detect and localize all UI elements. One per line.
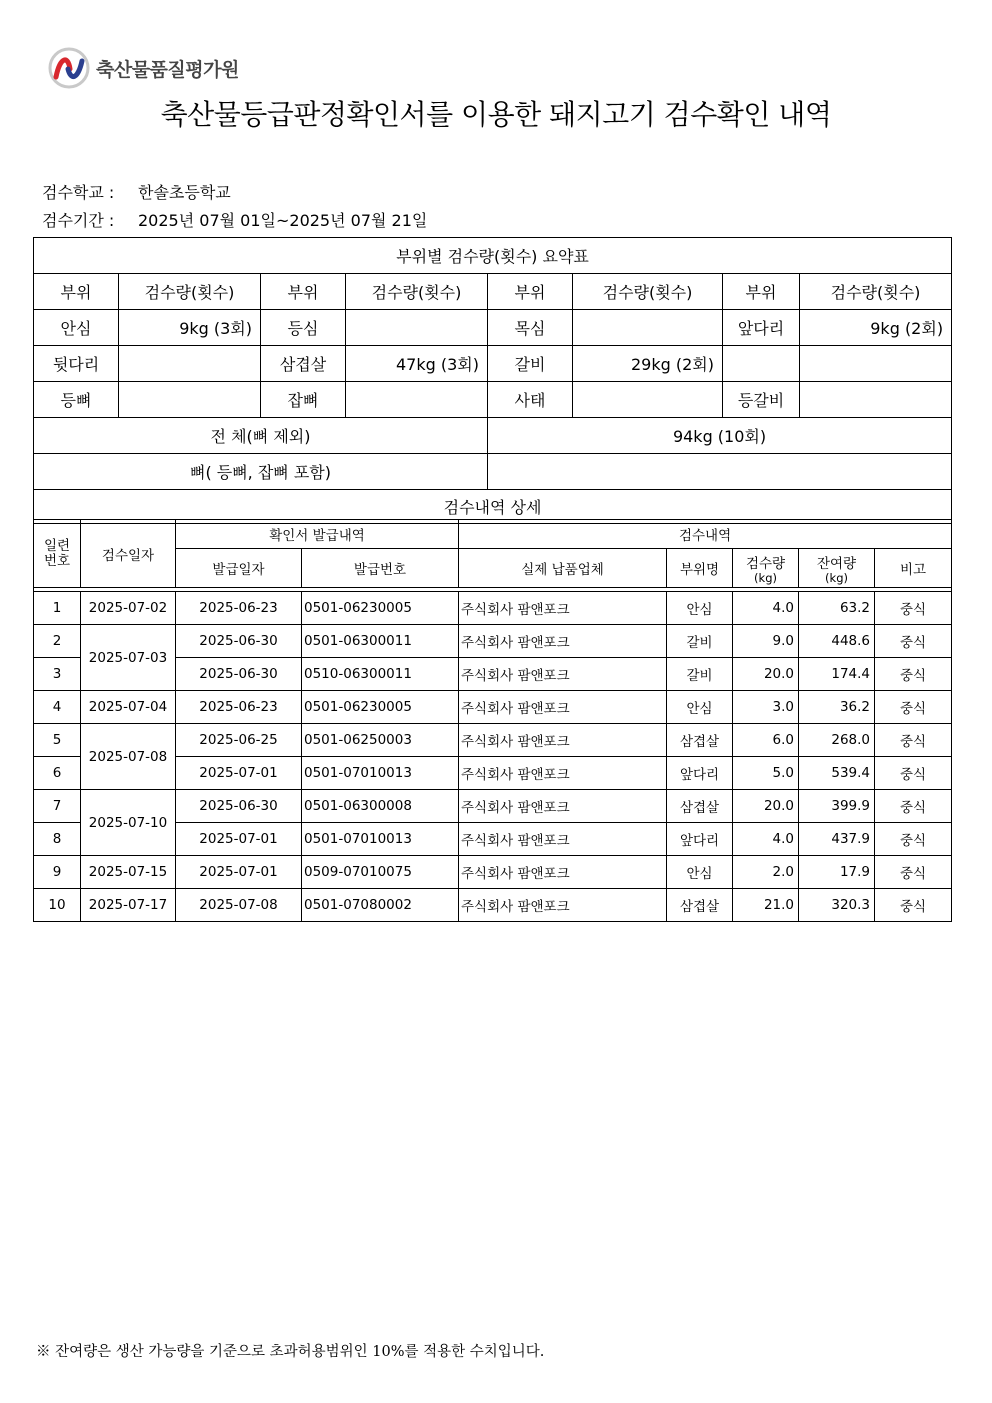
document-title: 축산물등급판정확인서를 이용한 돼지고기 검수확인 내역 <box>160 98 832 131</box>
footnote: ※ 잔여량은 생산 가능량을 기준으로 초과허용범위인 10%를 적용한 수치입니다. <box>36 1344 545 1360</box>
row-note: 중식 <box>875 658 952 691</box>
row-issue-date: 2025-07-01 <box>176 856 302 889</box>
row-note: 중식 <box>875 625 952 658</box>
summary-part: 삼겹살 <box>261 346 346 382</box>
row-remain: 174.4 <box>799 658 875 691</box>
summary-col-part: 부위 <box>34 274 119 310</box>
row-issue-date: 2025-06-30 <box>176 658 302 691</box>
row-qty: 20.0 <box>733 790 799 823</box>
detail-col-qty-unit: (kg) <box>754 571 777 585</box>
row-issue-no: 0509-07010075 <box>302 856 459 889</box>
row-part: 삼겹살 <box>667 724 733 757</box>
row-issue-no: 0501-07010013 <box>302 757 459 790</box>
row-supplier: 주식회사 팜앤포크 <box>459 592 667 625</box>
row-part: 앞다리 <box>667 823 733 856</box>
summary-amount <box>573 382 723 418</box>
row-issue-date: 2025-06-23 <box>176 592 302 625</box>
row-issue-no: 0501-07080002 <box>302 889 459 922</box>
org-name: 축산물품질평가원 <box>96 58 239 81</box>
detail-col-part: 부위명 <box>667 549 733 588</box>
summary-part: 앞다리 <box>723 310 800 346</box>
detail-col-remain <box>799 549 875 588</box>
summary-amount: 9kg (3회) <box>119 310 261 346</box>
row-date: 2025-07-10 <box>81 790 176 856</box>
row-part: 삼겹살 <box>667 790 733 823</box>
summary-amount <box>119 382 261 418</box>
row-qty: 5.0 <box>733 757 799 790</box>
row-seq: 6 <box>34 757 81 790</box>
row-qty: 2.0 <box>733 856 799 889</box>
row-note: 중식 <box>875 823 952 856</box>
row-issue-date: 2025-06-30 <box>176 625 302 658</box>
row-part: 안심 <box>667 691 733 724</box>
detail-col-qty-label: 검수량 <box>745 556 786 572</box>
org-logo <box>48 48 239 88</box>
row-seq: 8 <box>34 823 81 856</box>
detail-col-remain-label: 잔여량 <box>816 556 857 572</box>
summary-part: 목심 <box>488 310 573 346</box>
row-qty: 4.0 <box>733 823 799 856</box>
row-part: 갈비 <box>667 625 733 658</box>
row-part: 안심 <box>667 592 733 625</box>
summary-amount <box>346 310 488 346</box>
detail-col-seq: 일련 번호 <box>34 520 81 588</box>
detail-col-issue-date: 발급일자 <box>176 549 302 588</box>
summary-part: 등뼈 <box>34 382 119 418</box>
summary-amount: 47kg (3회) <box>346 346 488 382</box>
summary-amount <box>346 382 488 418</box>
row-issue-date: 2025-07-08 <box>176 889 302 922</box>
row-issue-no: 0510-06300011 <box>302 658 459 691</box>
summary-amount <box>573 310 723 346</box>
table-row <box>34 592 952 625</box>
table-row <box>34 691 952 724</box>
summary-col-amount: 검수량(횟수) <box>346 274 488 310</box>
row-seq: 10 <box>34 889 81 922</box>
summary-bone-label: 뼈( 등뼈, 잡뼈 포함) <box>34 454 488 490</box>
period-value: 2025년 07월 01일~2025년 07월 21일 <box>138 211 428 230</box>
school-line <box>42 180 231 203</box>
row-date: 2025-07-15 <box>81 856 176 889</box>
row-seq: 2 <box>34 625 81 658</box>
detail-col-inspect-group: 검수내역 <box>459 520 952 549</box>
row-supplier: 주식회사 팜앤포크 <box>459 790 667 823</box>
summary-col-amount: 검수량(횟수) <box>573 274 723 310</box>
row-note: 중식 <box>875 724 952 757</box>
row-remain: 539.4 <box>799 757 875 790</box>
row-date: 2025-07-08 <box>81 724 176 790</box>
row-qty: 9.0 <box>733 625 799 658</box>
detail-col-qty <box>733 549 799 588</box>
summary-part <box>723 346 800 382</box>
detail-title: 검수내역 상세 <box>34 490 952 524</box>
summary-part: 갈비 <box>488 346 573 382</box>
school-value: 한솔초등학교 <box>138 183 231 202</box>
row-remain: 437.9 <box>799 823 875 856</box>
row-date: 2025-07-17 <box>81 889 176 922</box>
row-part: 갈비 <box>667 658 733 691</box>
row-supplier: 주식회사 팜앤포크 <box>459 658 667 691</box>
row-note: 중식 <box>875 592 952 625</box>
row-seq: 9 <box>34 856 81 889</box>
row-issue-date: 2025-06-25 <box>176 724 302 757</box>
row-issue-date: 2025-06-30 <box>176 790 302 823</box>
row-note: 중식 <box>875 757 952 790</box>
row-supplier: 주식회사 팜앤포크 <box>459 823 667 856</box>
row-part: 앞다리 <box>667 757 733 790</box>
row-seq: 7 <box>34 790 81 823</box>
summary-part: 등갈비 <box>723 382 800 418</box>
table-row <box>34 790 952 823</box>
summary-col-part: 부위 <box>261 274 346 310</box>
row-supplier: 주식회사 팜앤포크 <box>459 856 667 889</box>
summary-amount <box>800 382 952 418</box>
row-supplier: 주식회사 팜앤포크 <box>459 889 667 922</box>
detail-col-note: 비고 <box>875 549 952 588</box>
row-qty: 6.0 <box>733 724 799 757</box>
table-row <box>34 625 952 658</box>
row-remain: 448.6 <box>799 625 875 658</box>
row-issue-no: 0501-06230005 <box>302 592 459 625</box>
row-note: 중식 <box>875 691 952 724</box>
row-issue-date: 2025-06-23 <box>176 691 302 724</box>
row-remain: 36.2 <box>799 691 875 724</box>
detail-col-issue-no: 발급번호 <box>302 549 459 588</box>
summary-col-amount: 검수량(횟수) <box>119 274 261 310</box>
summary-total-value: 94kg (10회) <box>488 418 952 454</box>
row-qty: 21.0 <box>733 889 799 922</box>
row-part: 안심 <box>667 856 733 889</box>
period-line <box>42 208 427 231</box>
row-remain: 268.0 <box>799 724 875 757</box>
row-date: 2025-07-03 <box>81 625 176 691</box>
row-qty: 20.0 <box>733 658 799 691</box>
detail-col-cert-group: 확인서 발급내역 <box>176 520 459 549</box>
row-issue-no: 0501-06230005 <box>302 691 459 724</box>
row-supplier: 주식회사 팜앤포크 <box>459 691 667 724</box>
summary-amount <box>119 346 261 382</box>
summary-total-label: 전 체(뼈 제외) <box>34 418 488 454</box>
row-issue-no: 0501-06300008 <box>302 790 459 823</box>
summary-amount: 29kg (2회) <box>573 346 723 382</box>
table-row <box>34 889 952 922</box>
summary-col-part: 부위 <box>723 274 800 310</box>
row-note: 중식 <box>875 889 952 922</box>
detail-col-supplier: 실제 납품업체 <box>459 549 667 588</box>
row-remain: 63.2 <box>799 592 875 625</box>
summary-col-part: 부위 <box>488 274 573 310</box>
row-note: 중식 <box>875 790 952 823</box>
row-issue-date: 2025-07-01 <box>176 823 302 856</box>
summary-amount: 9kg (2회) <box>800 310 952 346</box>
row-remain: 17.9 <box>799 856 875 889</box>
summary-part: 잡뼈 <box>261 382 346 418</box>
row-issue-no: 0501-06250003 <box>302 724 459 757</box>
summary-part: 등심 <box>261 310 346 346</box>
row-date: 2025-07-04 <box>81 691 176 724</box>
row-supplier: 주식회사 팜앤포크 <box>459 625 667 658</box>
row-seq: 3 <box>34 658 81 691</box>
row-issue-no: 0501-07010013 <box>302 823 459 856</box>
summary-title: 부위별 검수량(횟수) 요약표 <box>34 238 952 274</box>
period-label: 검수기간 : <box>42 211 115 230</box>
row-seq: 5 <box>34 724 81 757</box>
row-date: 2025-07-02 <box>81 592 176 625</box>
summary-part: 사태 <box>488 382 573 418</box>
row-issue-no: 0501-06300011 <box>302 625 459 658</box>
detail-table <box>33 519 952 922</box>
row-supplier: 주식회사 팜앤포크 <box>459 757 667 790</box>
row-qty: 4.0 <box>733 592 799 625</box>
summary-part: 뒷다리 <box>34 346 119 382</box>
row-issue-date: 2025-07-01 <box>176 757 302 790</box>
row-remain: 320.3 <box>799 889 875 922</box>
row-seq: 4 <box>34 691 81 724</box>
summary-table <box>33 237 952 524</box>
detail-col-date: 검수일자 <box>81 520 176 588</box>
summary-part: 안심 <box>34 310 119 346</box>
summary-amount <box>800 346 952 382</box>
row-supplier: 주식회사 팜앤포크 <box>459 724 667 757</box>
row-remain: 399.9 <box>799 790 875 823</box>
table-row <box>34 724 952 757</box>
row-part: 삼겹살 <box>667 889 733 922</box>
row-seq: 1 <box>34 592 81 625</box>
detail-col-remain-unit: (kg) <box>825 571 848 585</box>
summary-col-amount: 검수량(횟수) <box>800 274 952 310</box>
row-qty: 3.0 <box>733 691 799 724</box>
org-emblem-icon <box>48 47 90 89</box>
table-row <box>34 856 952 889</box>
row-note: 중식 <box>875 856 952 889</box>
summary-bone-value <box>488 454 952 490</box>
school-label: 검수학교 : <box>42 183 115 202</box>
